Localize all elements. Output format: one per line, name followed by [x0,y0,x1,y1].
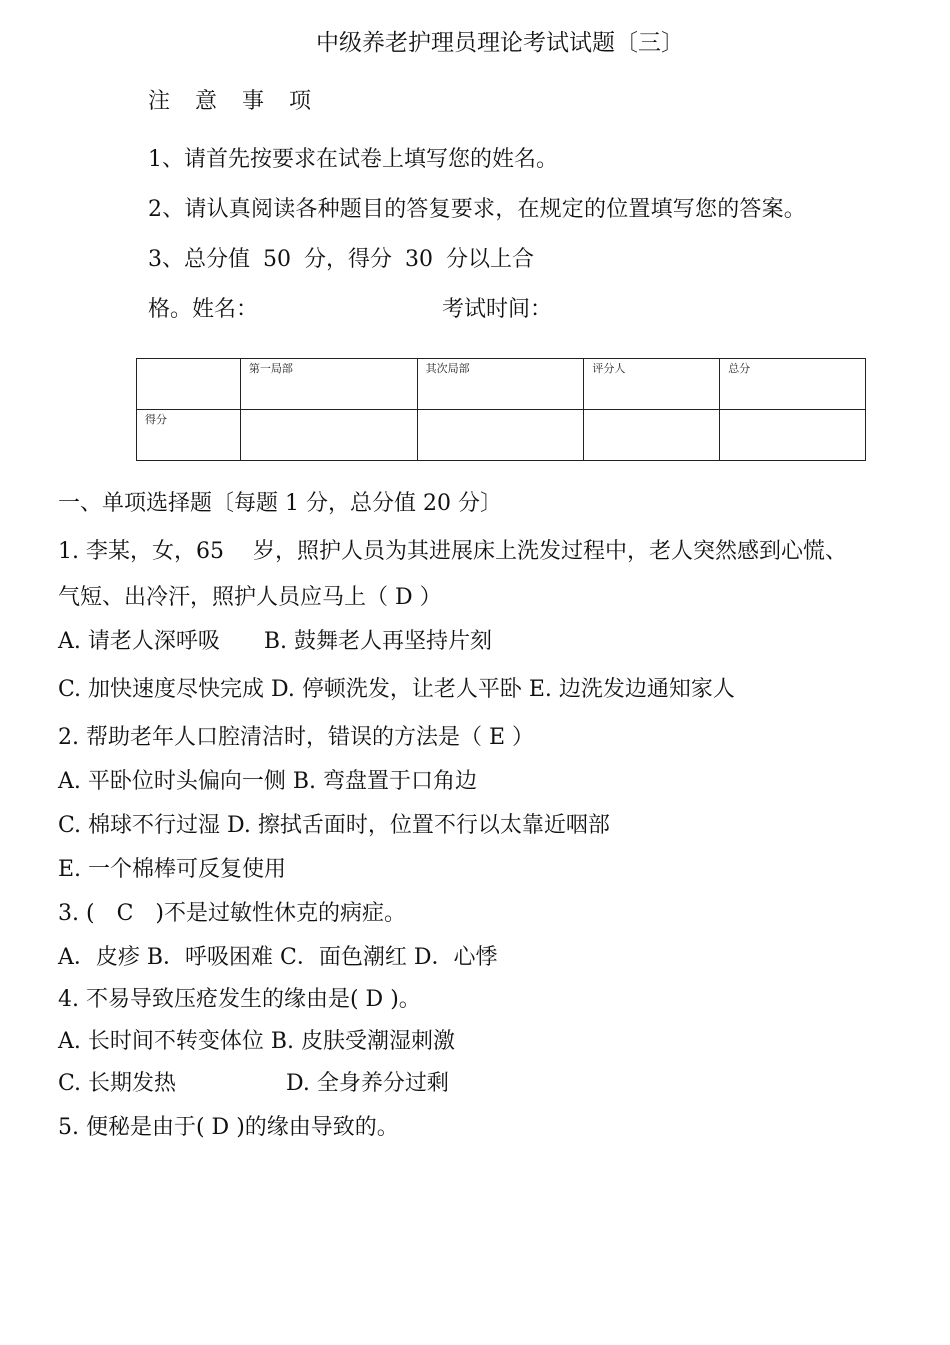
question-2-options-c: E. 一个棉棒可反复使用 [58,857,287,882]
question-2: 2. 帮助老年人口腔清洁时，错误的方法是（ E ） [58,725,535,750]
score-cell-part1[interactable] [240,410,417,461]
score-table [136,358,866,461]
score-table-corner [137,359,241,410]
question-4-options-b: C. 长期发热 D. 全身养分过剩 [58,1071,449,1096]
score-header-part2: 其次局部 [417,359,584,410]
notice-item-3: 3、总分值 50 分，得分 30 分以上合 [148,247,534,272]
question-1-options-a: A. 请老人深呼吸 B. 鼓舞老人再坚持片刻 [58,629,493,654]
question-1-line-1: 1. 李某，女，65 岁，照护人员为其进展床上洗发过程中，老人突然感到心慌、 [58,539,847,564]
page-title: 中级养老护理员理论考试试题〔三〕 [316,30,684,56]
question-4: 4. 不易导致压疮发生的缘由是( D )。 [58,987,421,1012]
question-1-line-2: 气短、出冷汗，照护人员应马上（ D ） [58,585,442,610]
question-2-options-b: C. 棉球不行过湿 D. 擦拭舌面时，位置不行以太靠近咽部 [58,813,610,838]
notice-heading: 注 意 事 项 [148,89,320,114]
score-cell-grader[interactable] [584,410,720,461]
exam-time-label: 考试时间： [442,297,553,322]
score-header-part1: 第一局部 [240,359,417,410]
section-heading: 一、单项选择题〔每题 1 分，总分值 20 分〕 [58,491,502,516]
name-label: 格。姓名： [148,297,259,322]
question-1-options-b: C. 加快速度尽快完成 D. 停顿洗发，让老人平卧 E. 边洗发边通知家人 [58,677,735,702]
notice-item-1: 1、请首先按要求在试卷上填写您的姓名。 [148,147,558,172]
score-header-grader: 评分人 [584,359,720,410]
notice-item-2: 2、请认真阅读各种题目的答复要求，在规定的位置填写您的答案。 [148,197,806,222]
question-3-options: A．皮疹 B．呼吸困难 C．面色潮红 D．心悸 [58,945,498,970]
score-header-total: 总分 [720,359,866,410]
score-table-score-row [137,410,866,461]
score-cell-total[interactable] [720,410,866,461]
question-3: 3. ( C )不是过敏性休克的病症。 [58,901,406,926]
score-row-label: 得分 [137,410,241,461]
question-2-options-a: A. 平卧位时头偏向一侧 B. 弯盘置于口角边 [58,769,478,794]
score-cell-part2[interactable] [417,410,584,461]
score-table-header-row [137,359,866,410]
question-5: 5. 便秘是由于( D )的缘由导致的。 [58,1115,399,1140]
question-4-options-a: A. 长时间不转变体位 B. 皮肤受潮湿刺激 [58,1029,456,1054]
